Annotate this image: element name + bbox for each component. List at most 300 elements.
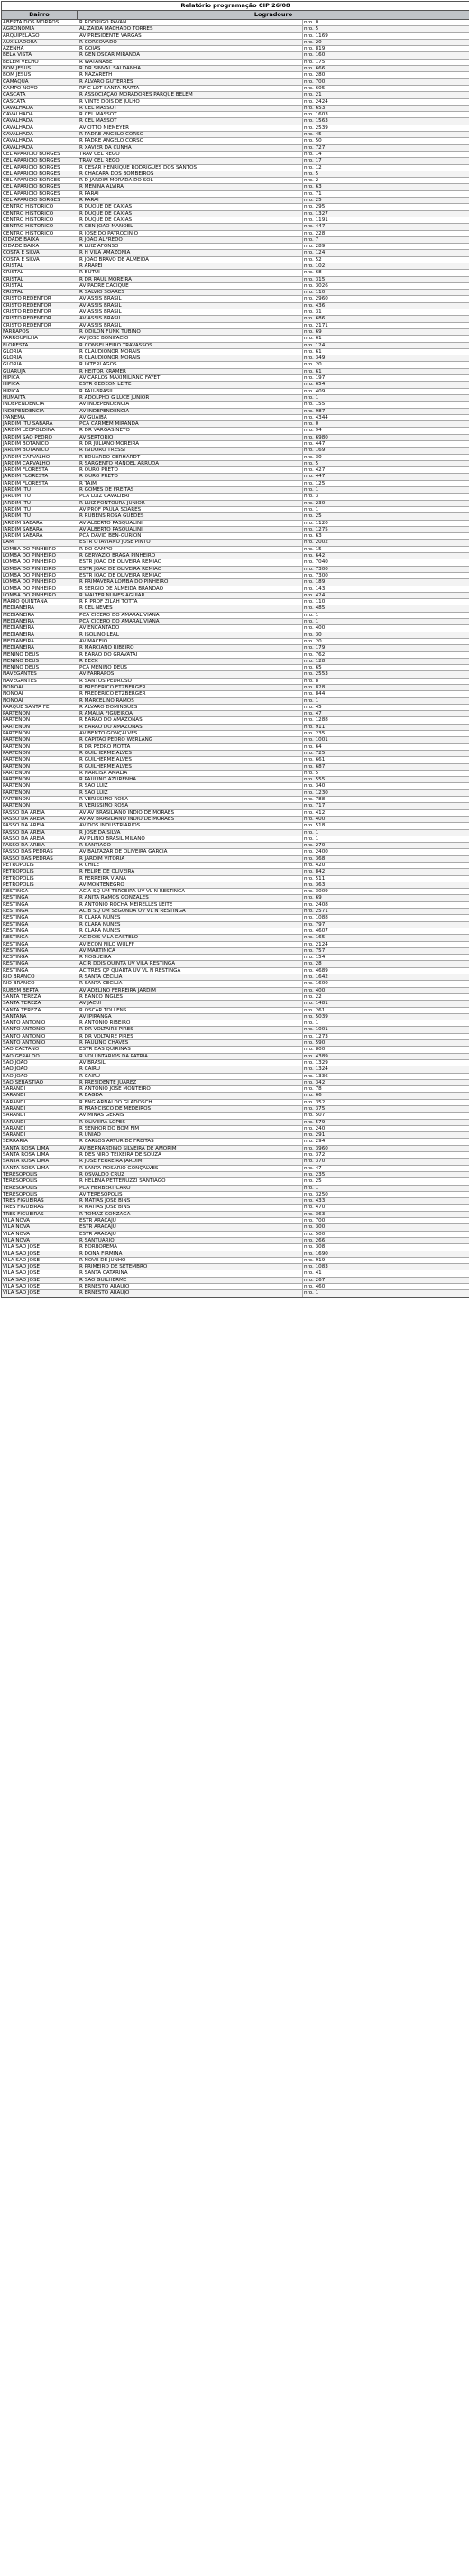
numero-cell: nro. 436 [304,302,326,309]
bairro-cell: VILA SÃO JOSÉ [2,1284,78,1289]
table-row [2,1027,469,1033]
table-row [2,349,469,355]
bairro-cell: LOMBA DO PINHEIRO [2,593,78,598]
numero-cell: nro. 687 [304,763,326,770]
table-row [2,836,469,843]
bairro-cell: CRISTAL [2,263,78,269]
numero-cell: nro. 368 [304,855,326,862]
numero-cell: nro. 412 [304,809,326,816]
numero-cell: nro. 642 [304,553,326,559]
table-row [2,935,469,941]
bairro-cell: PARTENON [2,757,78,762]
table-row [2,533,469,540]
logradouro-cell: R HELENA PETTENUZZI SANTIAGO [78,1178,303,1184]
bairro-cell: NONOAI [2,691,78,697]
bairro-cell: TERESÓPOLIS [2,1172,78,1177]
logradouro-cell: AV ASSIS BRASIL [78,323,303,328]
logradouro-cell: PCA HERBERT CARO [78,1186,303,1191]
logradouro-cell: R CLARA NUNES [78,928,303,934]
numero-cell: nro. 64 [304,743,322,750]
numero-cell: nro. 291 [304,1132,326,1139]
logradouro-cell: PCA CARMEM MIRANDA [78,421,303,427]
bairro-cell: PASSO DA AREIA [2,843,78,848]
table-row [2,895,469,901]
numero-cell: nro. 61 [304,348,322,355]
numero-cell: nro. 266 [304,1237,326,1243]
logradouro-cell: R WALTER NUNES AGUIAR [78,593,303,598]
bairro-cell: JARDIM ITU SABARÁ [2,421,78,427]
logradouro-cell: R OSVALDO CRUZ [78,1172,303,1177]
bairro-cell: VILA SÃO JOSÉ [2,1290,78,1296]
table-row [2,527,469,533]
table-row [2,92,469,98]
bairro-cell: INDEPENDÊNCIA [2,402,78,407]
numero-cell: nro. 143 [304,586,326,592]
numero-cell: nro. 160 [304,52,326,59]
numero-cell: nro. 154 [304,955,326,961]
table-row [2,1264,469,1270]
table-row [2,1001,469,1007]
bairro-cell: CEL APARICIO BORGES [2,198,78,203]
table-row [2,731,469,737]
numero-cell: nro. 47 [304,711,322,717]
table-row [2,737,469,743]
numero-cell: nro. 375 [304,1105,326,1112]
logradouro-cell: ESTR ARACAJU [78,1224,303,1230]
logradouro-cell: R CARLOS ARTUR DE FREITAS [78,1139,303,1144]
bairro-cell: SANTA TEREZA [2,1008,78,1013]
numero-cell: nro. 653 [304,105,326,111]
bairro-cell: CIDADE BAIXA [2,244,78,249]
numero-cell: nro. 1083 [304,1264,328,1270]
bairro-cell: MENINO DEUS [2,652,78,658]
table-row [2,803,469,809]
table-row [2,1047,469,1053]
logradouro-cell: R ERNESTO ARAUJO [78,1284,303,1289]
numero-cell: nro. 1 [304,1290,319,1297]
bairro-cell: TRÊS FIGUEIRAS [2,1212,78,1217]
table-row [2,211,469,217]
logradouro-cell: R DUQUE DE CAXIAS [78,204,303,209]
numero-cell: nro. 45 [304,704,322,710]
table-row [2,1290,469,1297]
numero-cell: nro. 1600 [304,981,328,987]
logradouro-cell: R INTERLAGOS [78,362,303,367]
logradouro-cell: AV INDEPENDÊNCIA [78,409,303,414]
bairro-cell: PARTENON [2,790,78,796]
table-row [2,336,469,342]
bairro-cell: TRÊS FIGUEIRAS [2,1205,78,1210]
bairro-cell: JARDIM ITU [2,501,78,506]
table-row [2,665,469,671]
logradouro-cell: ESTR JOÃO DE OLIVEIRA REMIÃO [78,559,303,565]
logradouro-cell: R CEL NEVES [78,605,303,611]
logradouro-cell: AV TERESÓPOLIS [78,1192,303,1197]
bairro-cell: RESTINGA [2,942,78,947]
logradouro-cell: R CAPITÃO PEDRO WERLANG [78,737,303,743]
bairro-cell: RESTINGA [2,889,78,894]
table-row [2,948,469,955]
bairro-cell: CAVALHADA [2,132,78,137]
table-row [2,231,469,237]
logradouro-cell: AV MACEIÓ [78,639,303,644]
numero-cell: nro. 197 [304,375,326,382]
numero-cell: nro. 2171 [304,322,328,328]
logradouro-cell: R SANTA ROSÁRIO GONÇALVES [78,1166,303,1171]
logradouro-cell: AV ASSIS BRASIL [78,316,303,321]
numero-cell: nro. 31 [304,309,322,316]
numero-cell: nro. 363 [304,882,326,888]
bairro-cell: JARDIM ITU [2,494,78,499]
bairro-cell: MEDIANEIRA [2,639,78,644]
logradouro-cell: R SÃO LUIZ [78,790,303,796]
table-row [2,1126,469,1132]
logradouro-cell: R FREDERICO ETZBERGER [78,691,303,697]
table-row [2,435,469,441]
bairro-cell: RESTINGA [2,922,78,928]
logradouro-cell: AV ASSIS BRASIL [78,309,303,315]
numero-cell: nro. 2124 [304,941,328,947]
numero-cell: nro. 102 [304,263,326,269]
logradouro-cell: R BAGDÁ [78,1093,303,1098]
numero-cell: nro. 1275 [304,526,328,532]
numero-cell: nro. 47 [304,1165,322,1171]
table-row [2,1106,469,1113]
bairro-cell: CAMAQUÃ [2,79,78,85]
numero-cell: nro. 400 [304,816,326,822]
table-header [2,11,469,20]
bairro-cell: AGRONOMIA [2,26,78,32]
table-row [2,415,469,421]
logradouro-cell: R DO CAMPO [78,547,303,552]
numero-cell: nro. 235 [304,731,326,737]
logradouro-cell: R GUILHERME ALVES [78,757,303,762]
logradouro-cell: AV BENTO GONÇALVES [78,731,303,736]
logradouro-cell: R DR JULIANO MOREIRA [78,441,303,447]
logradouro-cell: AV ASSIS BRASIL [78,303,303,309]
logradouro-cell: R PADRE ÂNGELO CORSO [78,138,303,143]
logradouro-cell: AV ADELINO FERREIRA JARDIM [78,988,303,993]
numero-cell: nro. 342 [304,1079,326,1085]
logradouro-cell: AV SERTÓRIO [78,435,303,440]
logradouro-cell: AV MINAS GERAIS [78,1113,303,1118]
bairro-cell: INDEPENDÊNCIA [2,409,78,414]
numero-cell: nro. 2960 [304,296,328,302]
logradouro-cell: R CEL MASSOT [78,118,303,124]
bairro-cell: PARTENON [2,717,78,723]
logradouro-cell: R BARÃO DO AMAZONAS [78,717,303,723]
bairro-cell: JARDIM ITU [2,507,78,512]
numero-cell: nro. 800 [304,1047,326,1053]
table-row [2,1132,469,1139]
logradouro-cell: R R PROF ZILAH TOTTA [78,599,303,605]
numero-cell: nro. 2408 [304,901,328,908]
logradouro-cell: R GUILHERME ALVES [78,751,303,756]
logradouro-cell: R SALVIO SOARES [78,290,303,295]
numero-cell: nro. 6980 [304,434,328,440]
numero-cell: nro. 125 [304,480,326,486]
logradouro-cell: R OSCAR TOLLENS [78,1008,303,1013]
numero-cell: nro. 4344 [304,414,328,420]
table-row [2,343,469,349]
table-row [2,507,469,513]
table-row [2,138,469,144]
numero-cell: nro. 433 [304,1198,326,1205]
numero-cell: nro. 41 [304,1270,322,1277]
logradouro-cell: R JOSÉ DO PATROCÍNIO [78,231,303,236]
table-row [2,184,469,190]
logradouro-cell: AV CARLOS MAXIMILIANO FAYET [78,375,303,381]
logradouro-cell: R NAZARETH [78,72,303,78]
table-row [2,1238,469,1244]
table-row [2,559,469,566]
numero-cell: nro. 349 [304,355,326,362]
table-row [2,777,469,783]
logradouro-cell: AV GUAÍBA [78,415,303,420]
table-row [2,843,469,849]
table-row [2,1146,469,1152]
logradouro-cell: R DUQUE DE CAXIAS [78,217,303,223]
numero-cell: nro. 485 [304,605,326,612]
bairro-cell: VILA SÃO JOSÉ [2,1278,78,1283]
numero-cell: nro. 0 [304,421,319,428]
logradouro-cell: R ISIDORO TRESSI [78,448,303,453]
table-row [2,66,469,72]
bairro-cell: RESTINGA [2,902,78,908]
numero-cell: nro. 507 [304,1113,326,1119]
table-row [2,178,469,184]
table-row [2,1251,469,1258]
numero-cell: nro. 4689 [304,967,328,974]
bairro-cell: JARDIM FLORESTA [2,467,78,473]
table-row [2,257,469,263]
table-row [2,1120,469,1126]
bairro-cell: SANTO ANTÔNIO [2,1040,78,1046]
logradouro-cell: R VOLUNTÁRIOS DA PÁTRIA [78,1054,303,1059]
numero-cell: nro. 1329 [304,1059,328,1066]
numero-cell: nro. 280 [304,72,326,78]
table-row [2,902,469,909]
numero-cell: nro. 1327 [304,210,328,217]
numero-cell: nro. 370 [304,1159,326,1165]
bairro-cell: SARANDI [2,1113,78,1118]
bairro-cell: PARTENON [2,731,78,736]
logradouro-cell: R JOÃO ALFREDO [78,237,303,243]
logradouro-cell: ESTR JOÃO DE OLIVEIRA REMIÃO [78,573,303,578]
bairro-cell: CENTRO HISTÓRICO [2,231,78,236]
table-row [2,1100,469,1106]
logradouro-cell: R ADOLPHO G LUCE JUNIOR [78,395,303,401]
table-row [2,725,469,731]
bairro-cell: JARDIM FLORESTA [2,481,78,486]
numero-cell: nro. 1 [304,1020,319,1027]
table-row [2,974,469,981]
numero-cell: nro. 1230 [304,789,328,796]
numero-cell: nro. 3 [304,494,319,500]
table-row [2,790,469,797]
numero-cell: nro. 363 [304,1211,326,1217]
bairro-cell: CENTRO HISTÓRICO [2,217,78,223]
table-row [2,487,469,494]
bairro-cell: PASSO DAS PEDRAS [2,856,78,862]
bairro-cell: SARANDI [2,1086,78,1092]
table-row [2,118,469,125]
bairro-cell: CRISTO REDENTOR [2,309,78,315]
bairro-cell: MEDIANEIRA [2,645,78,651]
bairro-cell: CRISTO REDENTOR [2,296,78,301]
bairro-cell: NAVEGANTES [2,671,78,677]
numero-cell: nro. 2400 [304,849,328,855]
table-row [2,316,469,322]
numero-cell: nro. 69 [304,895,322,901]
numero-cell: nro. 7300 [304,572,328,578]
bairro-cell: JARDIM BOTÂNICO [2,441,78,447]
logradouro-cell: R PAULINO AZURENHA [78,777,303,782]
table-row [2,382,469,388]
numero-cell: nro. 63 [304,533,322,540]
logradouro-cell: R NOVE DE JUNHO [78,1258,303,1263]
logradouro-cell: AV BRASIL [78,1060,303,1066]
bairro-cell: PARTENON [2,803,78,808]
numero-cell: nro. 230 [304,500,326,506]
logradouro-cell: R DR VOLTAIRE PIRES [78,1027,303,1032]
table-row [2,573,469,579]
logradouro-cell: AC A SQ UM TERCEIRA UV VL N RESTINGA [78,889,303,894]
table-row [2,1139,469,1145]
numero-cell: nro. 52 [304,256,322,263]
numero-cell: nro. 124 [304,250,326,256]
table-row [2,988,469,994]
bairro-cell: HÍPICA [2,375,78,381]
numero-cell: nro. 518 [304,823,326,829]
bairro-cell: LOMBA DO PINHEIRO [2,567,78,572]
bairro-cell: RESTINGA [2,909,78,914]
bairro-cell: SANTA ROSA LIMA [2,1159,78,1164]
bairro-cell: PETRÓPOLIS [2,863,78,868]
bairro-cell: CEL APARICIO BORGES [2,158,78,163]
numero-cell: nro. 169 [304,448,326,454]
bairro-cell: NAVEGANTES [2,679,78,684]
table-row [2,1192,469,1198]
table-row [2,204,469,210]
table-row [2,402,469,408]
bairro-cell: SARANDI [2,1132,78,1138]
table-row [2,783,469,789]
bairro-cell: RESTINGA [2,961,78,966]
logradouro-cell: R LUIZ FONTOURA JUNIOR [78,501,303,506]
bairro-cell: PARTENON [2,711,78,716]
numero-cell: nro. 1324 [304,1066,328,1073]
bairro-cell: GUARUJÁ [2,369,78,374]
logradouro-cell: R CEL MASSOT [78,112,303,117]
numero-cell: nro. 110 [304,599,326,605]
table-row [2,40,469,46]
logradouro-cell: R SANTA CECÍLIA [78,974,303,980]
bairro-cell: ABERTA DOS MORROS [2,20,78,25]
numero-cell: nro. 987 [304,408,326,414]
table-row [2,1258,469,1264]
numero-cell: nro. 409 [304,388,326,394]
bairro-cell: SANTANA [2,1014,78,1020]
table-row [2,467,469,474]
logradouro-cell: R ARAPEÍ [78,263,303,269]
bairro-cell: RESTINGA [2,948,78,954]
bairro-cell: RIO BRANCO [2,981,78,986]
logradouro-cell: R GOMES DE FREITAS [78,487,303,493]
logradouro-cell: ESTR JOÃO DE OLIVEIRA REMIÃO [78,567,303,572]
table-row [2,217,469,224]
table-row [2,639,469,645]
table-row [2,613,469,619]
bairro-cell: PARTENON [2,783,78,789]
table-row [2,1014,469,1020]
logradouro-cell: RF C LOT SANTA MARTA [78,86,303,91]
bairro-cell: CRISTAL [2,290,78,295]
bairro-cell: LOMBA DO PINHEIRO [2,586,78,592]
bairro-cell: VILA NOVA [2,1232,78,1237]
numero-cell: nro. 1 [304,1185,319,1191]
logradouro-cell: R CORCOVADO [78,40,303,45]
logradouro-cell: R CEL MASSOT [78,106,303,111]
report-title: Relatório programação CIP 26/08 [2,2,469,11]
table-row [2,1080,469,1086]
numero-cell: nro. 447 [304,474,326,480]
table-row [2,79,469,86]
bairro-cell: NONOAI [2,685,78,690]
table-row [2,856,469,863]
table-row [2,46,469,52]
bairro-cell: JARDIM FLORESTA [2,474,78,479]
numero-cell: nro. 420 [304,863,326,868]
logradouro-cell: AV INDEPENDÊNCIA [78,402,303,407]
bairro-cell: SARANDI [2,1126,78,1131]
numero-cell: nro. 15 [304,546,322,552]
bairro-cell: CEL APARICIO BORGES [2,184,78,189]
numero-cell: nro. 270 [304,843,326,849]
logradouro-cell: PCA MENINO DEUS [78,665,303,670]
bairro-cell: JARDIM CARVALHO [2,461,78,466]
logradouro-cell: R PARAÍ [78,191,303,197]
numero-cell: nro. 717 [304,803,326,809]
table-row [2,909,469,915]
numero-cell: nro. 25 [304,1178,322,1185]
logradouro-cell: R SÃO GUILHERME [78,1278,303,1283]
logradouro-cell: R ALVARO DOMINGUES [78,705,303,710]
table-row [2,224,469,230]
bairro-cell: VILA SÃO JOSÉ [2,1258,78,1263]
bairro-cell: BOM JESUS [2,72,78,78]
table-row [2,599,469,605]
logradouro-cell: R DUQUE DE CAXIAS [78,211,303,217]
numero-cell: nro. 666 [304,66,326,72]
bairro-cell: RESTINGA [2,955,78,960]
bairro-cell: CRISTAL [2,277,78,282]
numero-cell: nro. 20 [304,638,322,644]
logradouro-cell: AV MONTENEGRO [78,882,303,888]
numero-cell: nro. 12 [304,164,322,171]
table-row [2,1178,469,1185]
logradouro-cell: R VINTE DOIS DE JULHO [78,99,303,105]
logradouro-cell: R MATIAS JOSÉ BINS [78,1205,303,1210]
bairro-cell: LOMBA DO PINHEIRO [2,559,78,565]
bairro-cell: VILA SÃO JOSÉ [2,1264,78,1270]
numero-cell: nro. 1336 [304,1073,328,1079]
table-row [2,698,469,705]
bairro-cell: JARDIM ITU [2,513,78,519]
bairro-cell: JARDIM SÃO PEDRO [2,435,78,440]
table-row [2,1270,469,1277]
numero-cell: nro. 1642 [304,974,328,981]
